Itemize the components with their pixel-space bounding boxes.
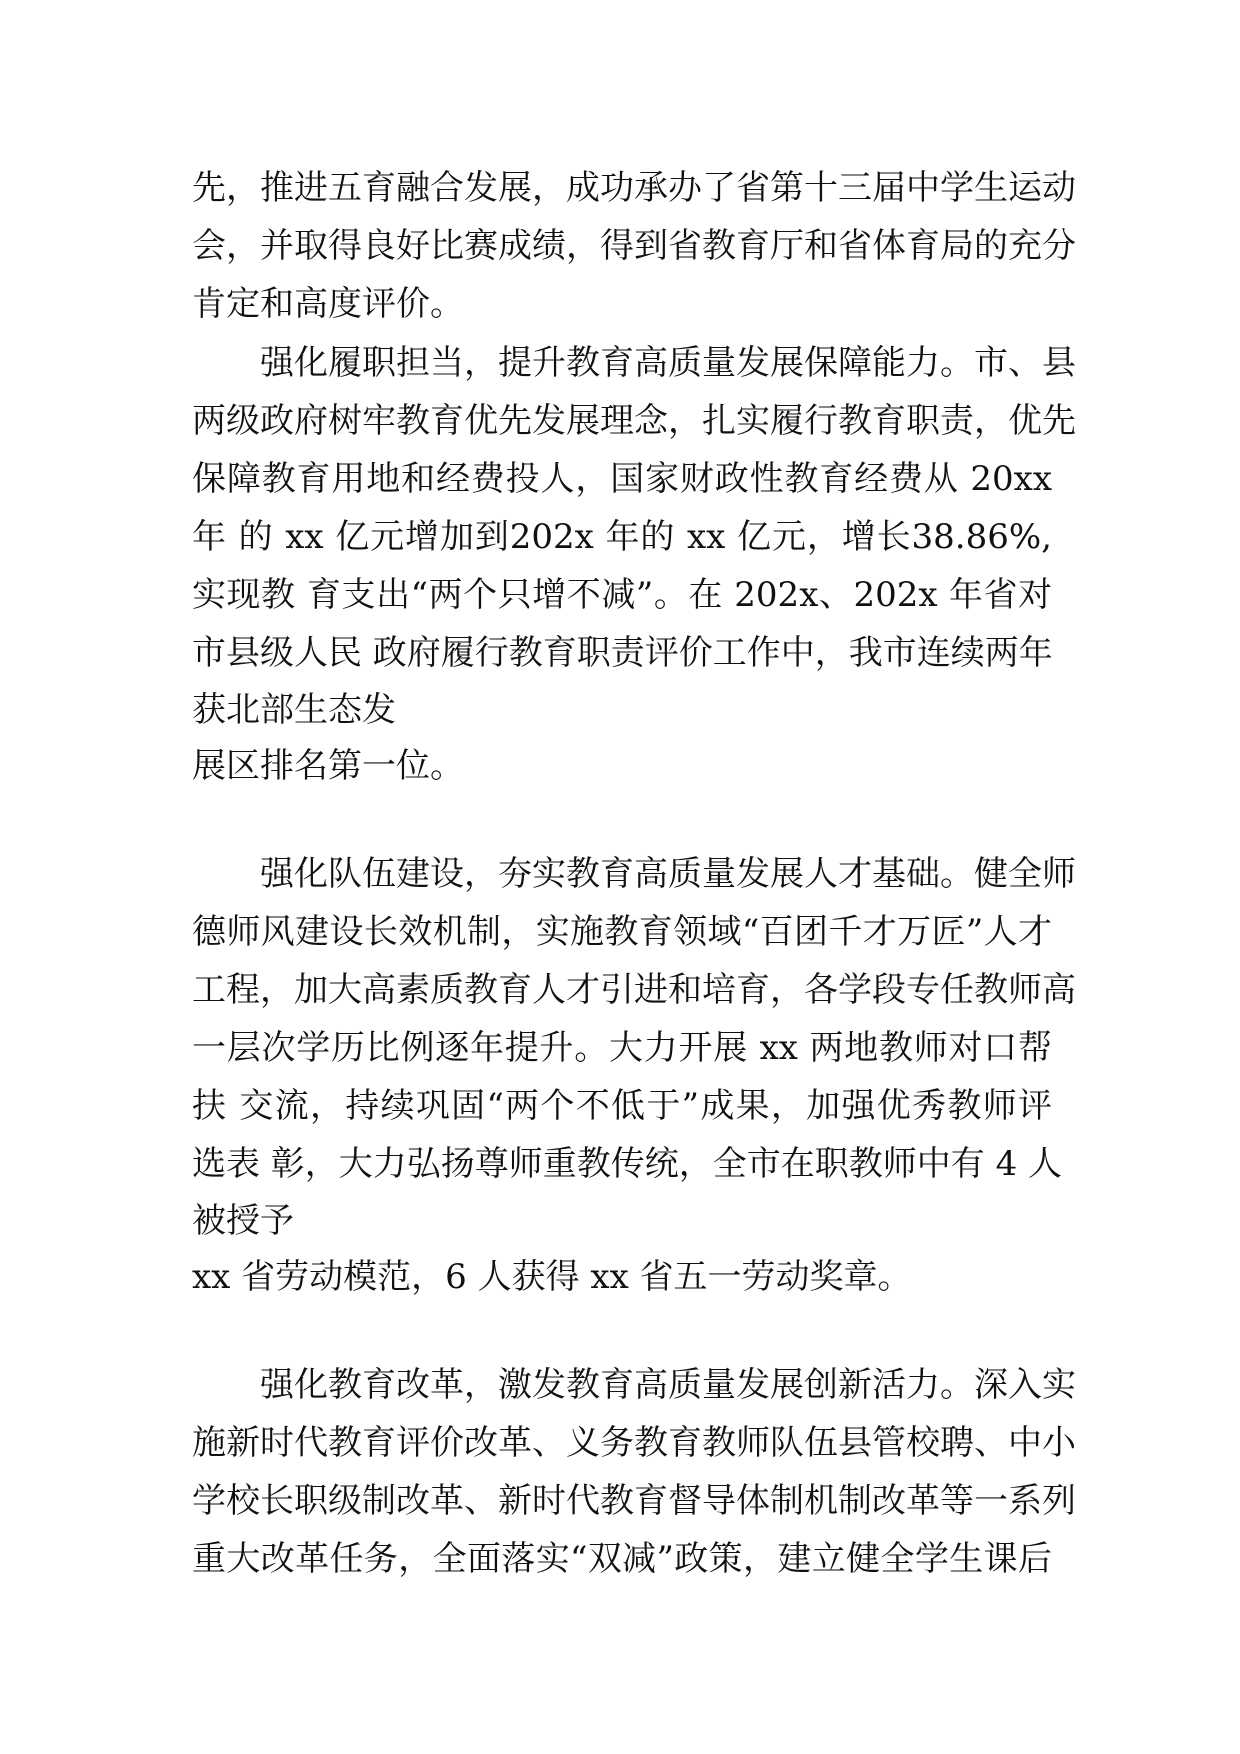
text-line: 被授予 [192, 1201, 294, 1241]
text-line: 肯定和高度评价。 [192, 284, 464, 324]
text-line: 两级政府树牢教育优先发展理念，扎实履行教育职责，优先 [192, 401, 1076, 441]
text-line: 市县级人民 政府履行教育职责评价工作中，我市连续两年 [192, 633, 1053, 673]
text-line: 强化队伍建设，夯实教育高质量发展人才基础。健全师 [260, 854, 1076, 894]
text-line: 一层次学历比例逐年提升。大力开展 xx 两地教师对口帮 [192, 1028, 1052, 1068]
text-line: 德师风建设长效机制，实施教育领域“百团千才万匠”人才 [192, 912, 1052, 952]
text-line: 重大改革任务，全面落实“双减”政策，建立健全学生课后 [192, 1539, 1052, 1579]
text-line: 展区排名第一位。 [192, 746, 464, 786]
text-line: 年 的 xx 亿元增加到202x 年的 xx 亿元，增长38.86%, [192, 517, 1052, 557]
text-line: 学校长职级制改革、新时代教育督导体制机制改革等一系列 [192, 1481, 1076, 1521]
text-line: 获北部生态发 [192, 690, 396, 730]
text-line: 会，并取得良好比赛成绩，得到省教育厅和省体育局的充分 [192, 226, 1076, 266]
text-line: 工程，加大高素质教育人才引进和培育，各学段专任教师高 [192, 970, 1076, 1010]
text-line: 选表 彰，大力弘扬尊师重教传统，全市在职教师中有 4 人 [192, 1144, 1063, 1184]
text-line: 强化履职担当，提升教育高质量发展保障能力。市、县 [260, 343, 1076, 383]
text-line: 施新时代教育评价改革、义务教育教师队伍县管校聘、中小 [192, 1423, 1076, 1463]
text-line: 强化教育改革，激发教育高质量发展创新活力。深入实 [260, 1365, 1076, 1405]
text-line: 实现教 育支出“两个只增不减”。在 202x、202x 年省对 [192, 575, 1052, 615]
text-line: 先，推进五育融合发展，成功承办了省第十三届中学生运动 [192, 168, 1076, 208]
text-line: xx 省劳动模范，6 人获得 xx 省五一劳动奖章。 [192, 1257, 912, 1297]
text-line: 保障教育用地和经费投人，国家财政性教育经费从 20xx [192, 459, 1052, 499]
text-line: 扶 交流，持续巩固“两个不低于”成果，加强优秀教师评 [192, 1086, 1052, 1126]
